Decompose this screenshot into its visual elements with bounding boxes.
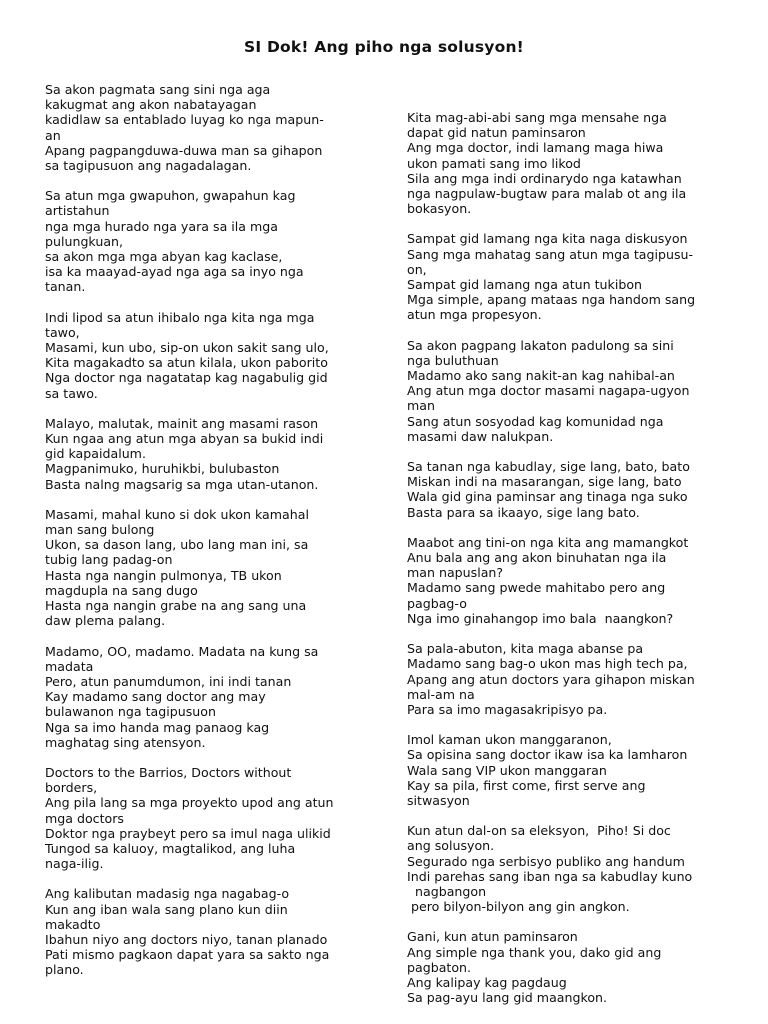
poem-line: pulungkuan, (45, 233, 124, 249)
poem-line: Mga simple, apang mataas nga handom sang (407, 292, 696, 308)
poem-line: Kay sa pila, first come, first serve ang (407, 777, 646, 793)
poem-line: plano. (45, 962, 84, 978)
poem-line: pagbag-o (407, 595, 467, 611)
poem-line: isa ka maayad-ayad nga aga sa inyo nga (45, 264, 304, 280)
stanza (45, 765, 365, 871)
poem-line: Kun ngaa ang atun mga abyan sa bukid indi (45, 431, 324, 447)
poem-line: Wala sang VIP ukon manggaran (407, 762, 607, 778)
poem-line: Ang mga doctor, indi lamang maga hiwa (407, 140, 664, 156)
poem-line: kakugmat ang akon nabatayagan (45, 97, 257, 113)
poem-line: Ang atun mga doctor masami nagapa-ugyon (407, 383, 690, 399)
poem-line: Masami, mahal kuno si dok ukon kamahal (45, 506, 309, 522)
stanza (407, 110, 732, 216)
poem-line: daw plema palang. (45, 613, 166, 629)
poem-line: kadidlaw sa entablado luyag ko nga mapun- (45, 112, 324, 128)
poem-line: Madamo sang bag-o ukon mas high tech pa, (407, 656, 688, 672)
poem-line: Kita mag-abi-abi sang mga mensahe nga (407, 110, 667, 125)
poem-line: Masami, kun ubo, sip-on ukon sakit sang ulo, (45, 340, 329, 356)
poem-line: Sa opisina sang doctor ikaw isa ka lamharon (407, 747, 688, 763)
poem-line: Pero, atun panumdumon, ini indi tanan (45, 673, 292, 689)
poem-line: Apang pagpangduwa-duwa man sa gihapon (45, 142, 323, 158)
poem-line: Apang ang atun doctors yara gihapon miskan (407, 671, 695, 687)
stanza (407, 823, 732, 914)
stanza (45, 507, 365, 629)
poem-line: Ang kalibutan madasig nga nagabag-o (45, 886, 290, 902)
poem-line: Sa akon pagpang lakaton padulong sa sini (407, 337, 674, 353)
poem-line: makadto (45, 916, 101, 932)
poem-line: Doctors to the Barrios, Doctors without (45, 764, 292, 780)
poem-line: Indi lipod sa atun ihibalo nga kita nga mga (45, 309, 315, 325)
poem-line: man (407, 398, 435, 414)
poem-line: atun mga propesyon. (407, 307, 542, 323)
poem-line: Sa akon pagmata sang sini nga aga (45, 82, 271, 97)
poem-line: dapat gid natun paminsaron (407, 125, 586, 141)
poem-line: Gani, kun atun paminsaron (407, 929, 578, 945)
poem-line: Indi parehas sang iban nga sa kabudlay kuno (407, 868, 693, 884)
poem-line: sitwasyon (407, 792, 470, 808)
poem-line: tubig lang padag-on (45, 552, 173, 568)
poem-line: borders, (45, 780, 98, 796)
poem-line: Ang pila lang sa mga proyekto upod ang atun (45, 795, 334, 811)
poem-line: nagbangon (407, 883, 487, 899)
poem-line: bulawanon nga tagipusuon (45, 704, 216, 720)
poem-line: Tungod sa kaluoy, magtalikod, ang luha (45, 840, 296, 856)
stanza (45, 886, 365, 977)
poem-line: sa tagipusuon ang nagadalagan. (45, 158, 252, 174)
left-column (45, 82, 365, 993)
poem-line: Malayo, malutak, mainit ang masami rason (45, 415, 319, 431)
poem-line: Sang atun sosyodad kag komunidad nga (407, 413, 664, 429)
poem-line: Doktor nga praybeyt pero sa imul naga ulikid (45, 825, 331, 841)
stanza (407, 535, 732, 626)
poem-line: Miskan indi na masarangan, sige lang, bato (407, 474, 682, 490)
poem-line: Kun atun dal-on sa eleksyon, Piho! Si doc (407, 823, 671, 839)
poem-line: Nga doctor nga nagatatap kag nagabulig gid (45, 370, 328, 386)
poem-line: maghatag sing atensyon. (45, 734, 206, 750)
poem-line: pero bilyon-bilyon ang gin angkon. (407, 899, 630, 915)
stanza (45, 82, 365, 173)
poem-line: sa akon mga mga abyan kag kaclase, (45, 249, 283, 265)
poem-line: Sila ang mga indi ordinarydo nga katawhan (407, 170, 682, 186)
poem-line: Nga sa imo handa mag panaog kag (45, 719, 270, 735)
poem-line: Madamo, OO, madamo. Madata na kung sa (45, 643, 319, 659)
poem-line: Kay madamo sang doctor ang may (45, 689, 266, 705)
poem-line: man sang bulong (45, 522, 155, 538)
poem-line: Ibahun niyo ang doctors niyo, tanan planado (45, 931, 328, 947)
stanza (407, 459, 732, 520)
stanza (407, 231, 732, 322)
stanza (45, 416, 365, 492)
poem-line: bokasyon. (407, 201, 472, 217)
poem-line: Pati mismo pagkaon dapat yara sa sakto nga (45, 947, 330, 963)
poem-line: magdupla na sang dugo (45, 582, 198, 598)
poem-line: Sampat gid lamang nga atun tukibon (407, 277, 643, 293)
poem-line: an (45, 127, 61, 143)
poem-line: Hasta nga nangin grabe na ang sang una (45, 598, 307, 614)
poem-line: pagbaton. (407, 959, 472, 975)
stanza (45, 644, 365, 750)
poem-line: Basta nalng magsarig sa mga utan-utanon. (45, 476, 319, 492)
poem-line: Para sa imo magasakripisyo pa. (407, 701, 608, 717)
poem-line: nga nagpulaw-bugtaw para malab ot ang ila (407, 186, 687, 202)
poem-line: Nga imo ginahangop imo bala naangkon? (407, 610, 674, 626)
poem-line: on, (407, 261, 427, 277)
poem-title: SI Dok! Ang piho nga solusyon! (244, 38, 524, 56)
poem-line: Sa atun mga gwapuhon, gwapahun kag (45, 188, 296, 204)
stanza (407, 641, 732, 717)
stanza (45, 188, 365, 294)
poem-line: tawo, (45, 324, 80, 340)
poem-line: Ang kalipay kag pagdaug (407, 974, 567, 990)
poem-line: tanan. (45, 279, 86, 295)
poem-line: Basta para sa ikaayo, sige lang bato. (407, 504, 640, 520)
poem-line: Segurado nga serbisyo publiko ang handum (407, 853, 685, 869)
poem-line: Hasta nga nangin pulmonya, TB ukon (45, 567, 282, 583)
poem-line: Sampat gid lamang nga kita naga diskusyon (407, 231, 688, 247)
poem-line: mal-am na (407, 686, 475, 702)
stanza (407, 929, 732, 1005)
poem-line: sa tawo. (45, 385, 98, 401)
poem-line: naga-ilig. (45, 856, 104, 872)
poem-line: masami daw nalukpan. (407, 428, 554, 444)
poem-line: Madamo sang pwede mahitabo pero ang (407, 580, 666, 596)
poem-line: Magpanimuko, huruhikbi, bulubaston (45, 461, 280, 477)
stanza (407, 732, 732, 808)
poem-line: Sa pag-ayu lang gid maangkon. (407, 990, 608, 1006)
poem-line: gid kapaidalum. (45, 446, 146, 462)
poem-line: madata (45, 658, 94, 674)
poem-line: man napuslan? (407, 565, 504, 581)
poem-line: ukon pamati sang imo likod (407, 155, 581, 171)
poem-line: Sa tanan nga kabudlay, sige lang, bato, bato (407, 459, 690, 475)
poem-line: Wala gid gina paminsar ang tinaga nga suko (407, 489, 688, 505)
poem-line: Kun ang iban wala sang plano kun diin (45, 901, 288, 917)
poem-line: Maabot ang tini-on nga kita ang mamangkot (407, 534, 689, 550)
poem-line: nga mga hurado nga yara sa ila mga (45, 218, 278, 234)
poem-line: Ukon, sa dason lang, ubo lang man ini, sa (45, 537, 309, 553)
poem-line: Anu bala ang ang akon binuhatan nga ila (407, 550, 667, 566)
right-column (407, 110, 732, 1020)
stanza (407, 338, 732, 444)
poem-line: Madamo ako sang nakit-an kag nahibal-an (407, 368, 675, 384)
poem-line: nga buluthuan (407, 352, 499, 368)
poem-line: Ang simple nga thank you, dako gid ang (407, 944, 662, 960)
stanza (45, 310, 365, 401)
poem-line: Sang mga mahatag sang atun mga tagipusu- (407, 246, 694, 262)
poem-line: mga doctors (45, 810, 124, 826)
poem-line: artistahun (45, 203, 110, 219)
poem-line: Imol kaman ukon manggaranon, (407, 732, 612, 748)
poem-line: Kita magakadto sa atun kilala, ukon paborito (45, 355, 328, 371)
poem-line: ang solusyon. (407, 838, 495, 854)
poem-line: Sa pala-abuton, kita maga abanse pa (407, 641, 644, 657)
